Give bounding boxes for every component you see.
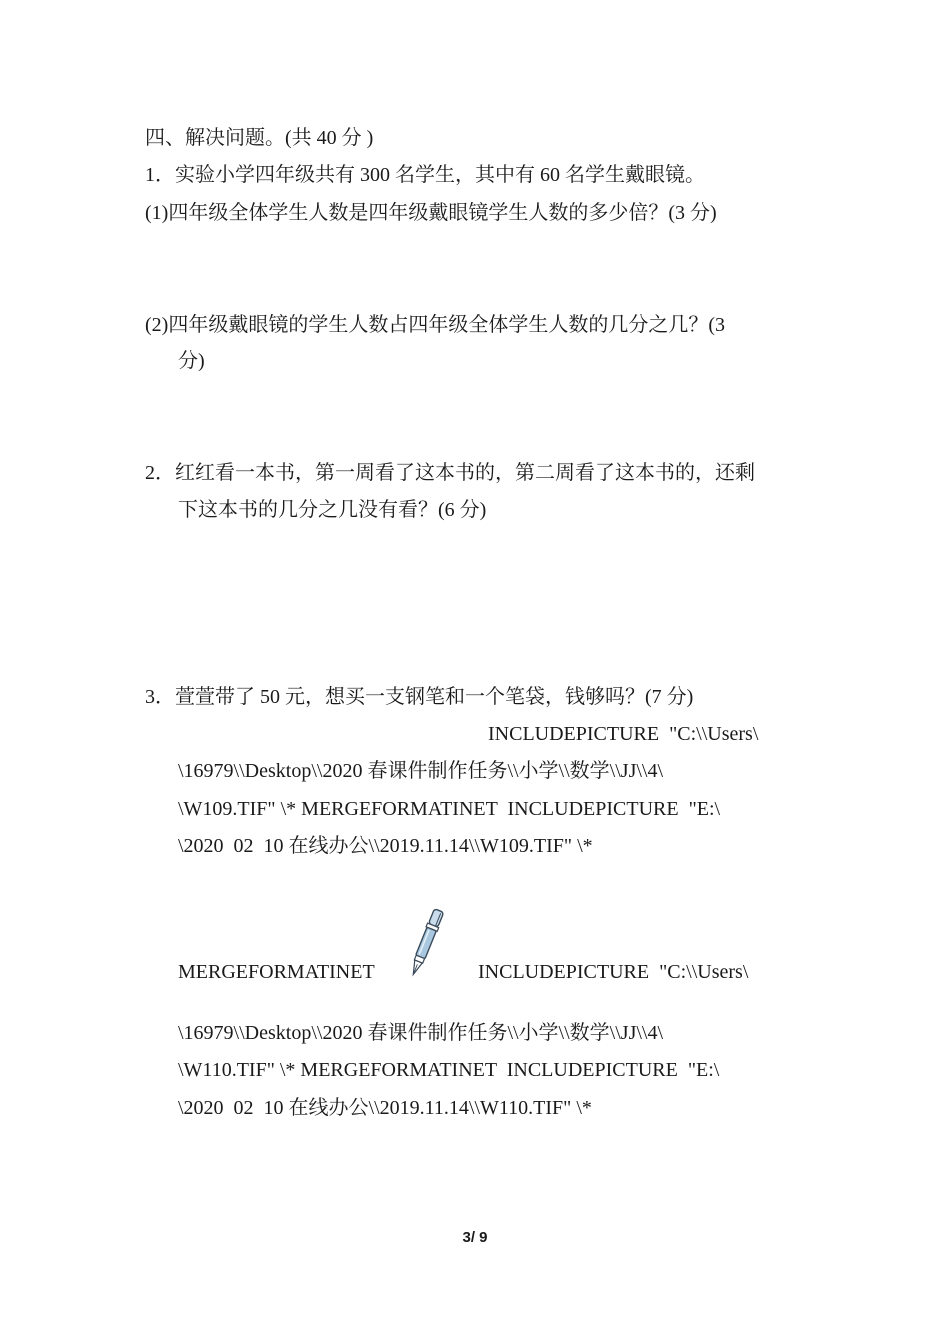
field-code-line: \2020 02 10 在线办公\\2019.11.14\\W110.TIF" \* xyxy=(178,1097,592,1119)
question-1-part-2-line-2: 分) xyxy=(178,350,205,372)
field-code-line: INCLUDEPICTURE "C:\\Users\ xyxy=(478,961,749,983)
field-code-line: \16979\\Desktop\\2020 春课件制作任务\\小学\\数学\\JJ\\4\ xyxy=(178,1022,664,1044)
fountain-pen-icon xyxy=(404,906,448,980)
question-2-line-2: 下这本书的几分之几没有看？(6 分) xyxy=(178,499,487,521)
field-code-line: \16979\\Desktop\\2020 春课件制作任务\\小学\\数学\\JJ\\4\ xyxy=(178,760,664,782)
question-3-stem: 3．萱萱带了 50 元，想买一支钢笔和一个笔袋，钱够吗？(7 分) xyxy=(145,686,694,708)
field-code-line: INCLUDEPICTURE "C:\\Users\ xyxy=(488,723,759,745)
section-title: 四、解决问题。(共 40 分 ) xyxy=(145,127,374,149)
question-1-part-2-line-1: (2)四年级戴眼镜的学生人数占四年级全体学生人数的几分之几？(3 xyxy=(145,314,725,336)
question-1-part-1: (1)四年级全体学生人数是四年级戴眼镜学生人数的多少倍？(3 分) xyxy=(145,202,717,224)
page-number: 3/ 9 xyxy=(462,1229,488,1246)
field-code-line: \2020 02 10 在线办公\\2019.11.14\\W109.TIF" \* xyxy=(178,835,593,857)
question-2-line-1: 2．红红看一本书，第一周看了这本书的，第二周看了这本书的，还剩 xyxy=(145,462,755,484)
field-code-line: \W109.TIF" \* MERGEFORMATINET INCLUDEPICTURE "E:\ xyxy=(178,798,721,820)
question-1-stem: 1．实验小学四年级共有 300 名学生，其中有 60 名学生戴眼镜。 xyxy=(145,164,705,186)
field-code-line: MERGEFORMATINET xyxy=(178,961,375,983)
field-code-line: \W110.TIF" \* MERGEFORMATINET INCLUDEPICTURE "E:\ xyxy=(178,1059,720,1081)
